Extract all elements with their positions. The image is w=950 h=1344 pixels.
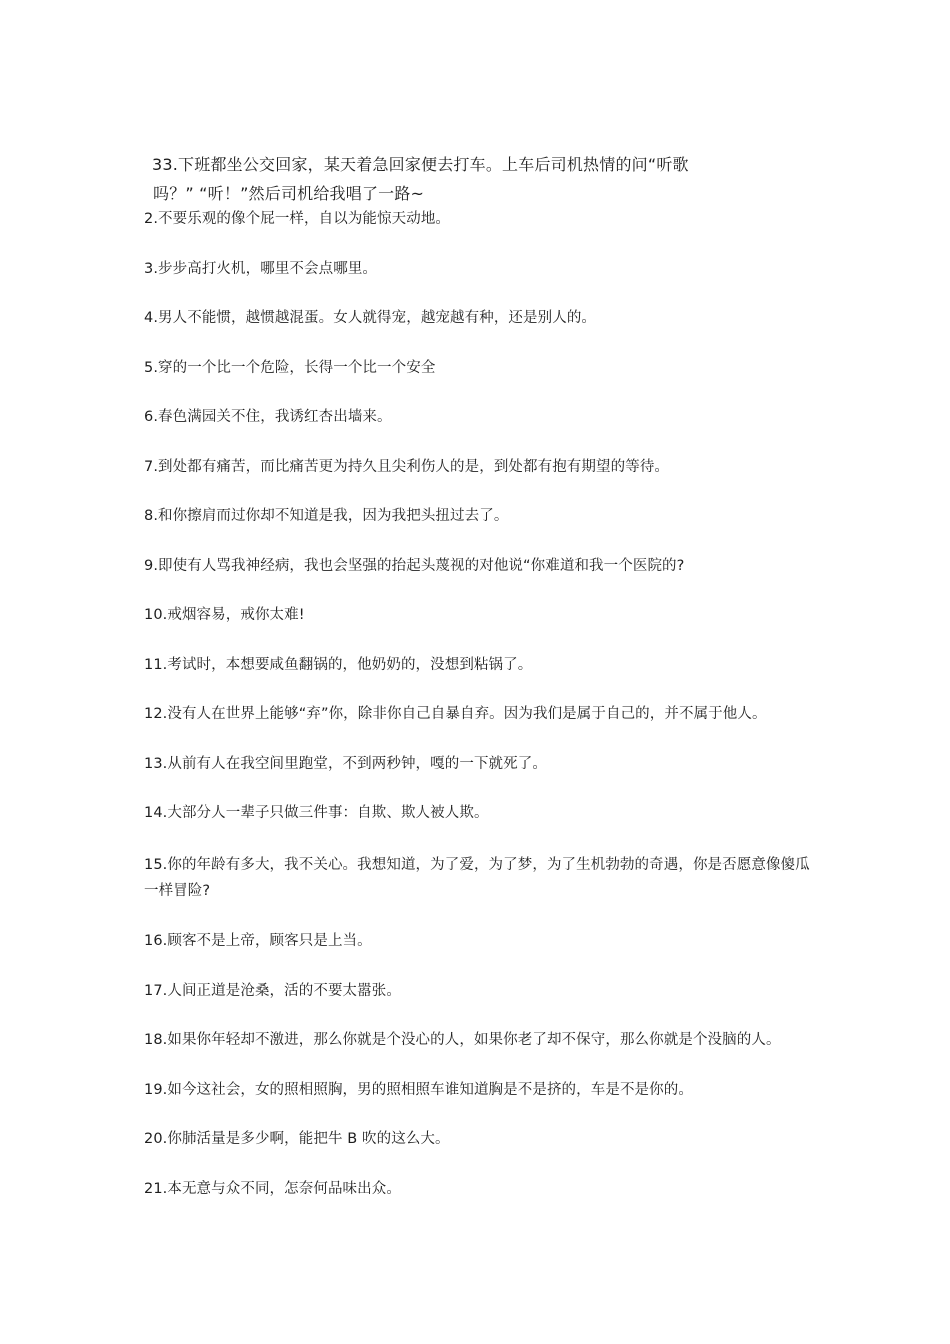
intro-line-1: 33.下班都坐公交回家，某天着急回家便去打车。上车后司机热情的问“听歌 bbox=[152, 155, 689, 174]
list-item: 6.春色满园关不住，我诱红杏出墙来。 bbox=[144, 409, 392, 425]
list-item: 4.男人不能惯，越惯越混蛋。女人就得宠，越宠越有种，还是别人的。 bbox=[144, 310, 597, 326]
list-item: 20.你肺活量是多少啊，能把牛 B 吹的这么大。 bbox=[144, 1131, 450, 1147]
list-item: 21.本无意与众不同，怎奈何品味出众。 bbox=[144, 1180, 401, 1197]
intro-paragraph bbox=[152, 150, 752, 208]
intro-line-2: 吗？” “听！”然后司机给我唱了一路~ bbox=[153, 184, 425, 203]
list-item: 9.即使有人骂我神经病，我也会坚强的抬起头蔑视的对他说“你难道和我一个医院的? bbox=[144, 557, 685, 574]
list-item: 14.大部分人一辈子只做三件事：自欺、欺人被人欺。 bbox=[144, 805, 489, 821]
list-item: 15.你的年龄有多大，我不关心。我想知道，为了爱，为了梦，为了生机勃勃的奇遇，你是否愿意像傻瓜一样冒险? bbox=[144, 856, 810, 899]
list-item: 13.从前有人在我空间里跑堂，不到两秒钟，嘎的一下就死了。 bbox=[144, 755, 547, 772]
list-item: 17.人间正道是沧桑，活的不要太嚣张。 bbox=[144, 982, 401, 999]
joke-list bbox=[144, 208, 824, 1227]
list-item: 19.如今这社会，女的照相照胸，男的照相照车谁知道胸是不是挤的，车是不是你的。 bbox=[144, 1081, 693, 1098]
list-item: 7.到处都有痛苦，而比痛苦更为持久且尖利伤人的是，到处都有抱有期望的等待。 bbox=[144, 458, 670, 475]
list-item: 18.如果你年轻却不激进，那么你就是个没心的人，如果你老了却不保守，那么你就是个没脑的人。 bbox=[144, 1032, 781, 1048]
list-item: 2.不要乐观的像个屁一样，自以为能惊天动地。 bbox=[144, 211, 451, 227]
list-item: 5.穿的一个比一个危险，长得一个比一个安全 bbox=[144, 359, 436, 376]
list-item: 12.没有人在世界上能够“弃”你，除非你自己自暴自弃。因为我们是属于自己的，并不属于他人。 bbox=[144, 706, 767, 722]
list-item: 10.戒烟容易，戒你太难! bbox=[144, 607, 305, 623]
list-item: 16.顾客不是上帝，顾客只是上当。 bbox=[144, 933, 372, 949]
list-item: 3.步步高打火机，哪里不会点哪里。 bbox=[144, 260, 378, 277]
list-item: 11.考试时，本想要咸鱼翻锅的，他奶奶的，没想到粘锅了。 bbox=[144, 656, 533, 673]
list-item: 8.和你擦肩而过你却不知道是我，因为我把头扭过去了。 bbox=[144, 508, 509, 524]
